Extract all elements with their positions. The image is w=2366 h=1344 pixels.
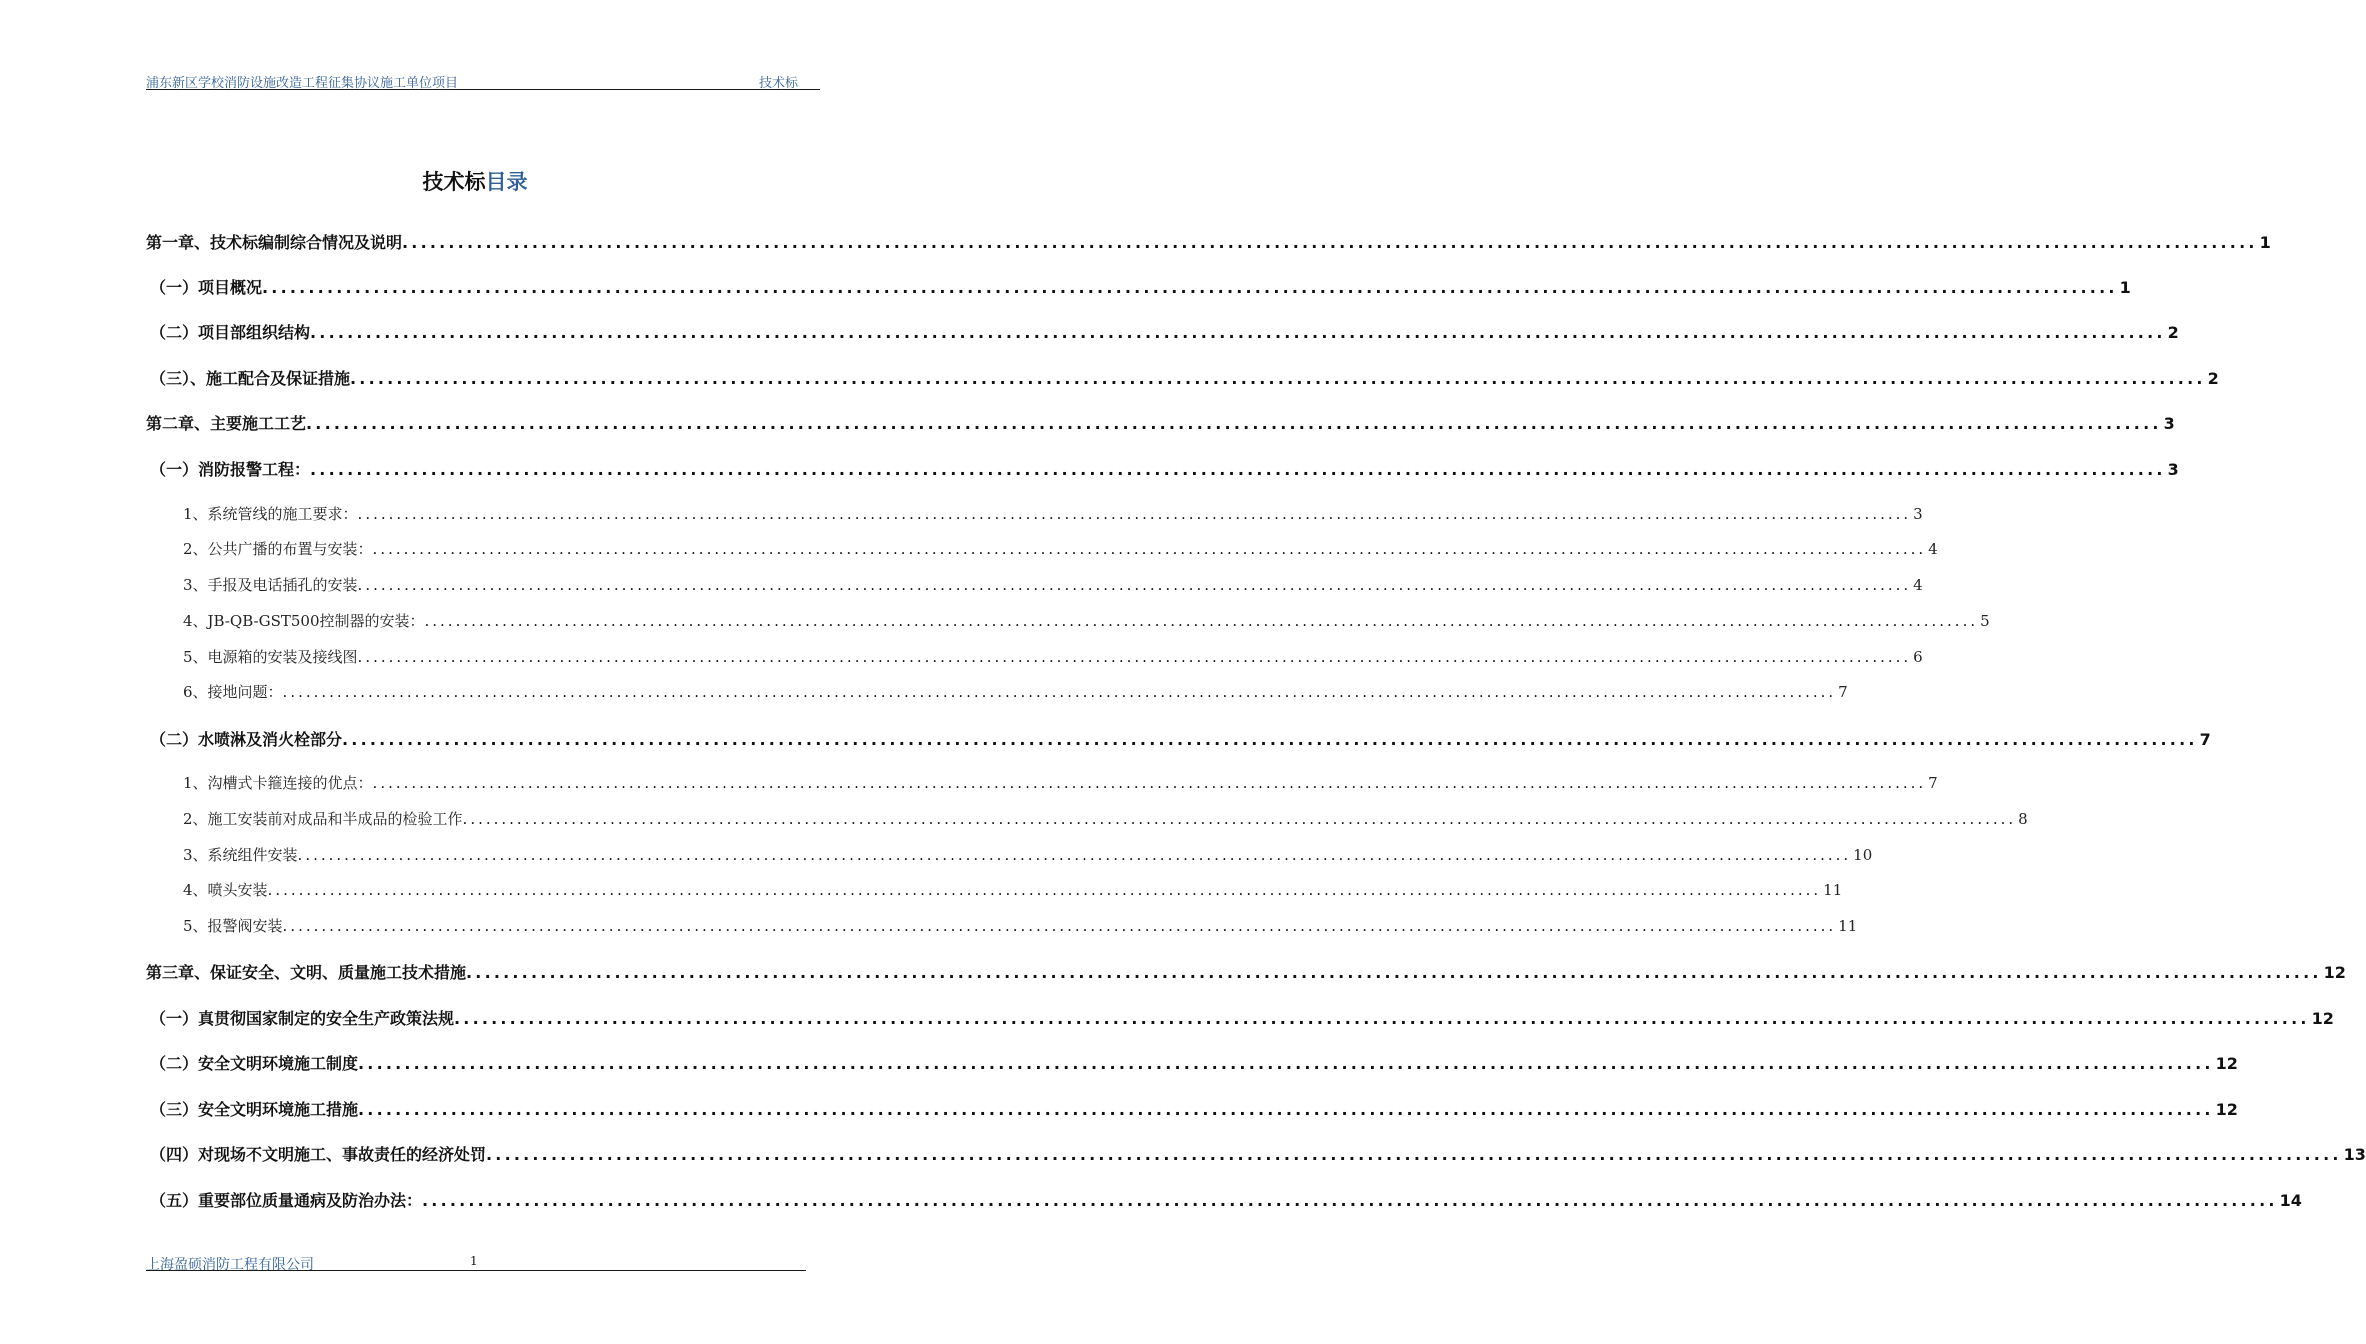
toc-entry-label: 5、报警阀安装 — [183, 917, 283, 935]
toc-entry-page: 12 — [2215, 1100, 2238, 1119]
page-title — [0, 166, 950, 196]
toc-entry-label: 第三章、保证安全、文明、质量施工技术措施 — [146, 963, 467, 982]
toc-leader-dots: ........................................................................................................................................................................................................ — [342, 730, 2198, 749]
toc-entry[interactable] — [183, 772, 1938, 793]
toc-leader-dots: ........................................................................................................................................................................................................ — [402, 233, 2258, 252]
toc-entry-label: （五）重要部位质量通病及防治办法： — [150, 1191, 423, 1210]
toc-entry-label: 2、公共广播的布置与安装： — [183, 540, 373, 558]
toc-entry[interactable] — [150, 366, 2219, 389]
toc-entry[interactable] — [183, 538, 1938, 559]
toc-entry-page: 6 — [1913, 648, 1923, 666]
toc-entry-page: 3 — [2163, 414, 2175, 433]
toc-leader-dots: ........................................................................................................................................................................................................ — [282, 683, 1837, 701]
toc-entry-page: 11 — [1823, 881, 1843, 899]
toc-entry-page: 5 — [1980, 612, 1990, 630]
toc-entry-label: 4、JB-QB-GST500控制器的安装： — [183, 612, 425, 630]
toc-leader-dots: ........................................................................................................................................................................................................ — [310, 323, 2166, 342]
toc-entry-label: 1、沟槽式卡箍连接的优点： — [183, 774, 373, 792]
toc-entry-page: 4 — [1913, 576, 1923, 594]
toc-entry[interactable] — [150, 1097, 2238, 1120]
toc-entry-page: 2 — [2167, 323, 2179, 342]
toc-leader-dots: ........................................................................................................................................................................................................ — [358, 1054, 2214, 1073]
toc-entry-page: 12 — [2323, 963, 2346, 982]
toc-entry-page: 12 — [2215, 1054, 2238, 1073]
toc-leader-dots: ........................................................................................................................................................................................................ — [282, 917, 1837, 935]
toc-leader-dots: ........................................................................................................................................................................................................ — [358, 1100, 2214, 1119]
toc-leader-dots: ........................................................................................................................................................................................................ — [357, 576, 1912, 594]
toc-entry-label: （二）安全文明环境施工制度 — [150, 1054, 359, 1073]
toc-entry[interactable] — [150, 1006, 2334, 1029]
toc-leader-dots: ........................................................................................................................................................................................................ — [306, 414, 2162, 433]
toc-leader-dots: ........................................................................................................................................................................................................ — [310, 460, 2166, 479]
title-main: 技术标 — [422, 170, 486, 194]
toc-leader-dots: ........................................................................................................................................................................................................ — [424, 612, 1979, 630]
toc-entry-page: 1 — [2119, 278, 2131, 297]
toc-entry-label: 1、系统管线的施工要求： — [183, 505, 358, 523]
toc-entry-page: 3 — [1913, 505, 1923, 523]
toc-entry[interactable] — [150, 1051, 2238, 1074]
toc-entry-label: （一）真贯彻国家制定的安全生产政策法规 — [150, 1009, 455, 1028]
toc-entry-label: 3、系统组件安装 — [183, 846, 298, 864]
toc-entry[interactable] — [146, 411, 2175, 434]
toc-leader-dots: ........................................................................................................................................................................................................ — [262, 278, 2118, 297]
toc-leader-dots: ........................................................................................................................................................................................................ — [486, 1145, 2342, 1164]
toc-entry[interactable] — [150, 727, 2211, 750]
toc-entry[interactable] — [146, 230, 2271, 253]
toc-entry-page: 7 — [2199, 730, 2211, 749]
toc-entry-page: 4 — [1928, 540, 1938, 558]
toc-leader-dots: ........................................................................................................................................................................................................ — [454, 1009, 2310, 1028]
toc-entry[interactable] — [183, 574, 1923, 595]
toc-entry-label: （四）对现场不文明施工、事故责任的经济处罚 — [150, 1145, 487, 1164]
toc-leader-dots: ........................................................................................................................................................................................................ — [422, 1191, 2278, 1210]
toc-leader-dots: ........................................................................................................................................................................................................ — [267, 881, 1822, 899]
toc-entry[interactable] — [150, 275, 2131, 298]
toc-entry[interactable] — [150, 1188, 2302, 1211]
toc-entry[interactable] — [150, 1142, 2366, 1165]
toc-entry-label: （三）安全文明环境施工措施 — [150, 1100, 359, 1119]
toc-entry-page: 7 — [1928, 774, 1938, 792]
toc-entry-label: （三）、施工配合及保证措施 — [150, 369, 351, 388]
toc-entry-label: 第二章、主要施工工艺 — [146, 414, 307, 433]
toc-entry-page: 2 — [2207, 369, 2219, 388]
toc-entry-page: 11 — [1838, 917, 1858, 935]
toc-entry-page: 3 — [2167, 460, 2179, 479]
toc-entry[interactable] — [150, 457, 2179, 480]
toc-leader-dots: ........................................................................................................................................................................................................ — [372, 774, 1927, 792]
toc-entry[interactable] — [183, 808, 2028, 829]
toc-entry-label: （二）水喷淋及消火栓部分 — [150, 730, 343, 749]
toc-entry[interactable] — [183, 610, 1990, 631]
footer-page-number: 1 — [470, 1254, 478, 1268]
toc-entry-label: 3、手报及电话插孔的安装 — [183, 576, 358, 594]
header-project-title: 浦东新区学校消防设施改造工程征集协议施工单位项目 — [146, 76, 459, 91]
toc-entry[interactable] — [183, 915, 1858, 936]
title-toc: 目录 — [485, 170, 528, 194]
toc-entry-label: （一）消防报警工程： — [150, 460, 311, 479]
toc-entry[interactable] — [183, 646, 1923, 667]
toc-entry[interactable] — [146, 960, 2346, 983]
toc-entry-page: 14 — [2279, 1191, 2302, 1210]
toc-entry-label: 6、接地问题： — [183, 683, 283, 701]
toc-entry[interactable] — [150, 320, 2179, 343]
toc-leader-dots: ........................................................................................................................................................................................................ — [350, 369, 2206, 388]
toc-leader-dots: ........................................................................................................................................................................................................ — [466, 963, 2322, 982]
toc-entry-label: 第一章、技术标编制综合情况及说明 — [146, 233, 403, 252]
toc-leader-dots: ........................................................................................................................................................................................................ — [462, 810, 2017, 828]
toc-entry-page: 12 — [2311, 1009, 2334, 1028]
toc-entry[interactable] — [183, 681, 1848, 702]
toc-entry-page: 1 — [2259, 233, 2271, 252]
footer-divider — [146, 1270, 806, 1271]
toc-leader-dots: ........................................................................................................................................................................................................ — [357, 648, 1912, 666]
toc-entry-label: （一）项目概况 — [150, 278, 263, 297]
page-header — [146, 72, 820, 90]
toc-entry[interactable] — [183, 844, 1873, 865]
footer-company: 上海盈硕消防工程有限公司 — [146, 1257, 314, 1273]
header-doc-type: 技术标 — [758, 76, 798, 91]
toc-leader-dots: ........................................................................................................................................................................................................ — [357, 505, 1912, 523]
toc-leader-dots: ........................................................................................................................................................................................................ — [297, 846, 1852, 864]
toc-entry[interactable] — [183, 879, 1843, 900]
toc-entry-label: 4、喷头安装 — [183, 881, 268, 899]
toc-leader-dots: ........................................................................................................................................................................................................ — [372, 540, 1927, 558]
toc-entry-page: 7 — [1838, 683, 1848, 701]
toc-entry-page: 13 — [2343, 1145, 2366, 1164]
toc-entry-page: 10 — [1853, 846, 1873, 864]
toc-entry-label: 5、电源箱的安装及接线图 — [183, 648, 358, 666]
toc-entry[interactable] — [183, 503, 1923, 524]
toc-entry-label: 2、施工安装前对成品和半成品的检验工作 — [183, 810, 463, 828]
toc-entry-page: 8 — [2018, 810, 2028, 828]
toc-entry-label: （二）项目部组织结构 — [150, 323, 311, 342]
